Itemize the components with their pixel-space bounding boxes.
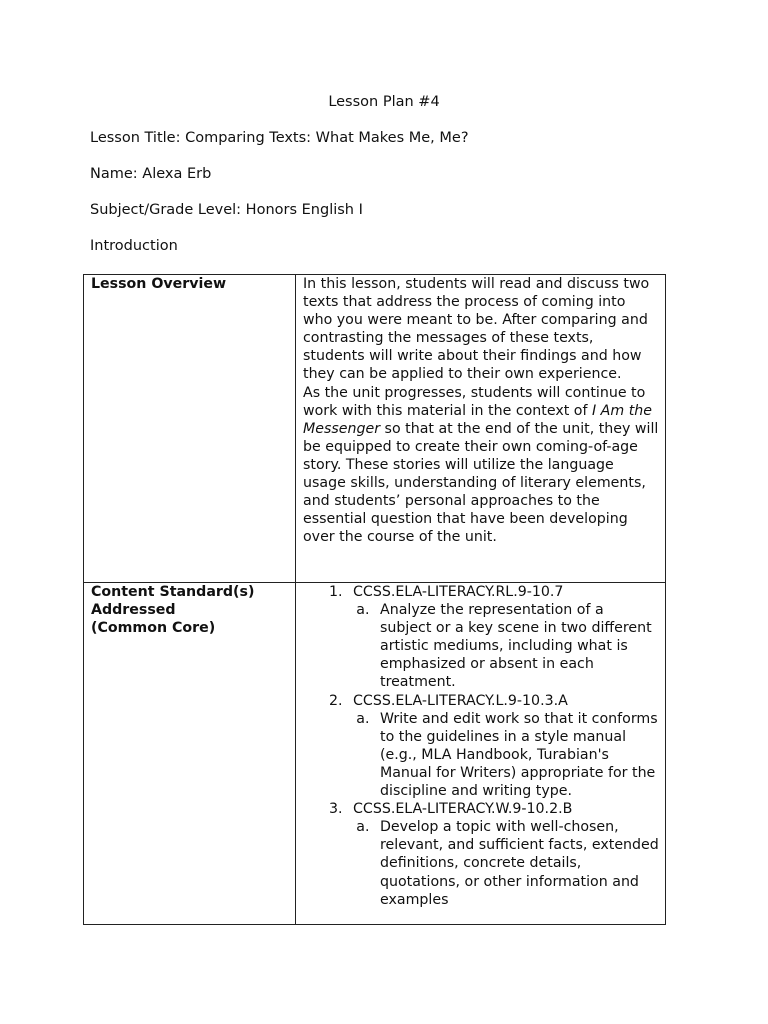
standard-item (347, 800, 659, 909)
standard-sublist (353, 710, 659, 800)
overview-paragraph-1: In this lesson, students will read and discuss two texts that address the process of coming into who you were meant to be. After comparing and contrasting the messages of these texts, students will write about their findings and how they can be applied to their own experience. (303, 276, 650, 383)
section-heading-introduction: Introduction (90, 238, 178, 254)
subject-grade-level: Subject/Grade Level: Honors English I (90, 202, 363, 218)
overview-paragraph-2-start: As the unit progresses, students will continue to work with this material in the context of (303, 384, 646, 419)
standard-item (347, 583, 659, 692)
standard-sublist (353, 601, 659, 691)
overview-paragraph-2-end: so that at the end of the unit, they will be equipped to create their own coming-of-age story. These stories will utilize the language usage skills, understanding of literary elements, and students’ personal approaches to the essential question that have been developing over the course of the unit. (303, 420, 659, 546)
standard-sublist (353, 818, 659, 908)
table-row-overview (84, 275, 666, 583)
author-name: Name: Alexa Erb (90, 166, 212, 182)
standards-label-line-2: Addressed (91, 602, 176, 619)
standards-label-line-3: (Common Core) (91, 620, 216, 637)
standard-detail: a. Develop a topic with well-chosen, relevant, and sufficient facts, extended definitions, concrete details, quotations, or other information and examples (374, 818, 659, 908)
book-title: I Am the Messenger (303, 402, 652, 437)
standard-detail: a. Analyze the representation of a subject or a key scene in two different artistic mediums, including what is emphasized or absent in each treatment. (374, 601, 659, 691)
table-row-standards (84, 583, 666, 925)
page-title: Lesson Plan #4 (328, 94, 440, 110)
standards-list (303, 583, 659, 909)
standard-detail: a. Write and edit work so that it conforms to the guidelines in a style manual (e.g., MLA Handbook, Turabian's Manual for Writers) appropriate for the discipline and writing type. (374, 710, 659, 800)
standards-label-cell (84, 583, 296, 925)
standards-label-line-1: Content Standard(s) (91, 584, 255, 600)
overview-paragraph-2 (303, 384, 659, 547)
standard-code: CCSS.ELA-LITERACY.RL.9-10.7 (353, 584, 564, 600)
overview-label-cell (84, 275, 296, 583)
lesson-plan-table (83, 274, 666, 925)
standard-code: CCSS.ELA-LITERACY.W.9-10.2.B (353, 801, 573, 818)
standards-content-cell (296, 583, 666, 925)
overview-label: Lesson Overview (91, 276, 227, 292)
overview-content-cell (296, 275, 666, 583)
lesson-title: Lesson Title: Comparing Texts: What Makes Me, Me? (90, 130, 469, 146)
standard-code: CCSS.ELA-LITERACY.L.9-10.3.A (353, 692, 568, 709)
standard-item (347, 692, 659, 801)
